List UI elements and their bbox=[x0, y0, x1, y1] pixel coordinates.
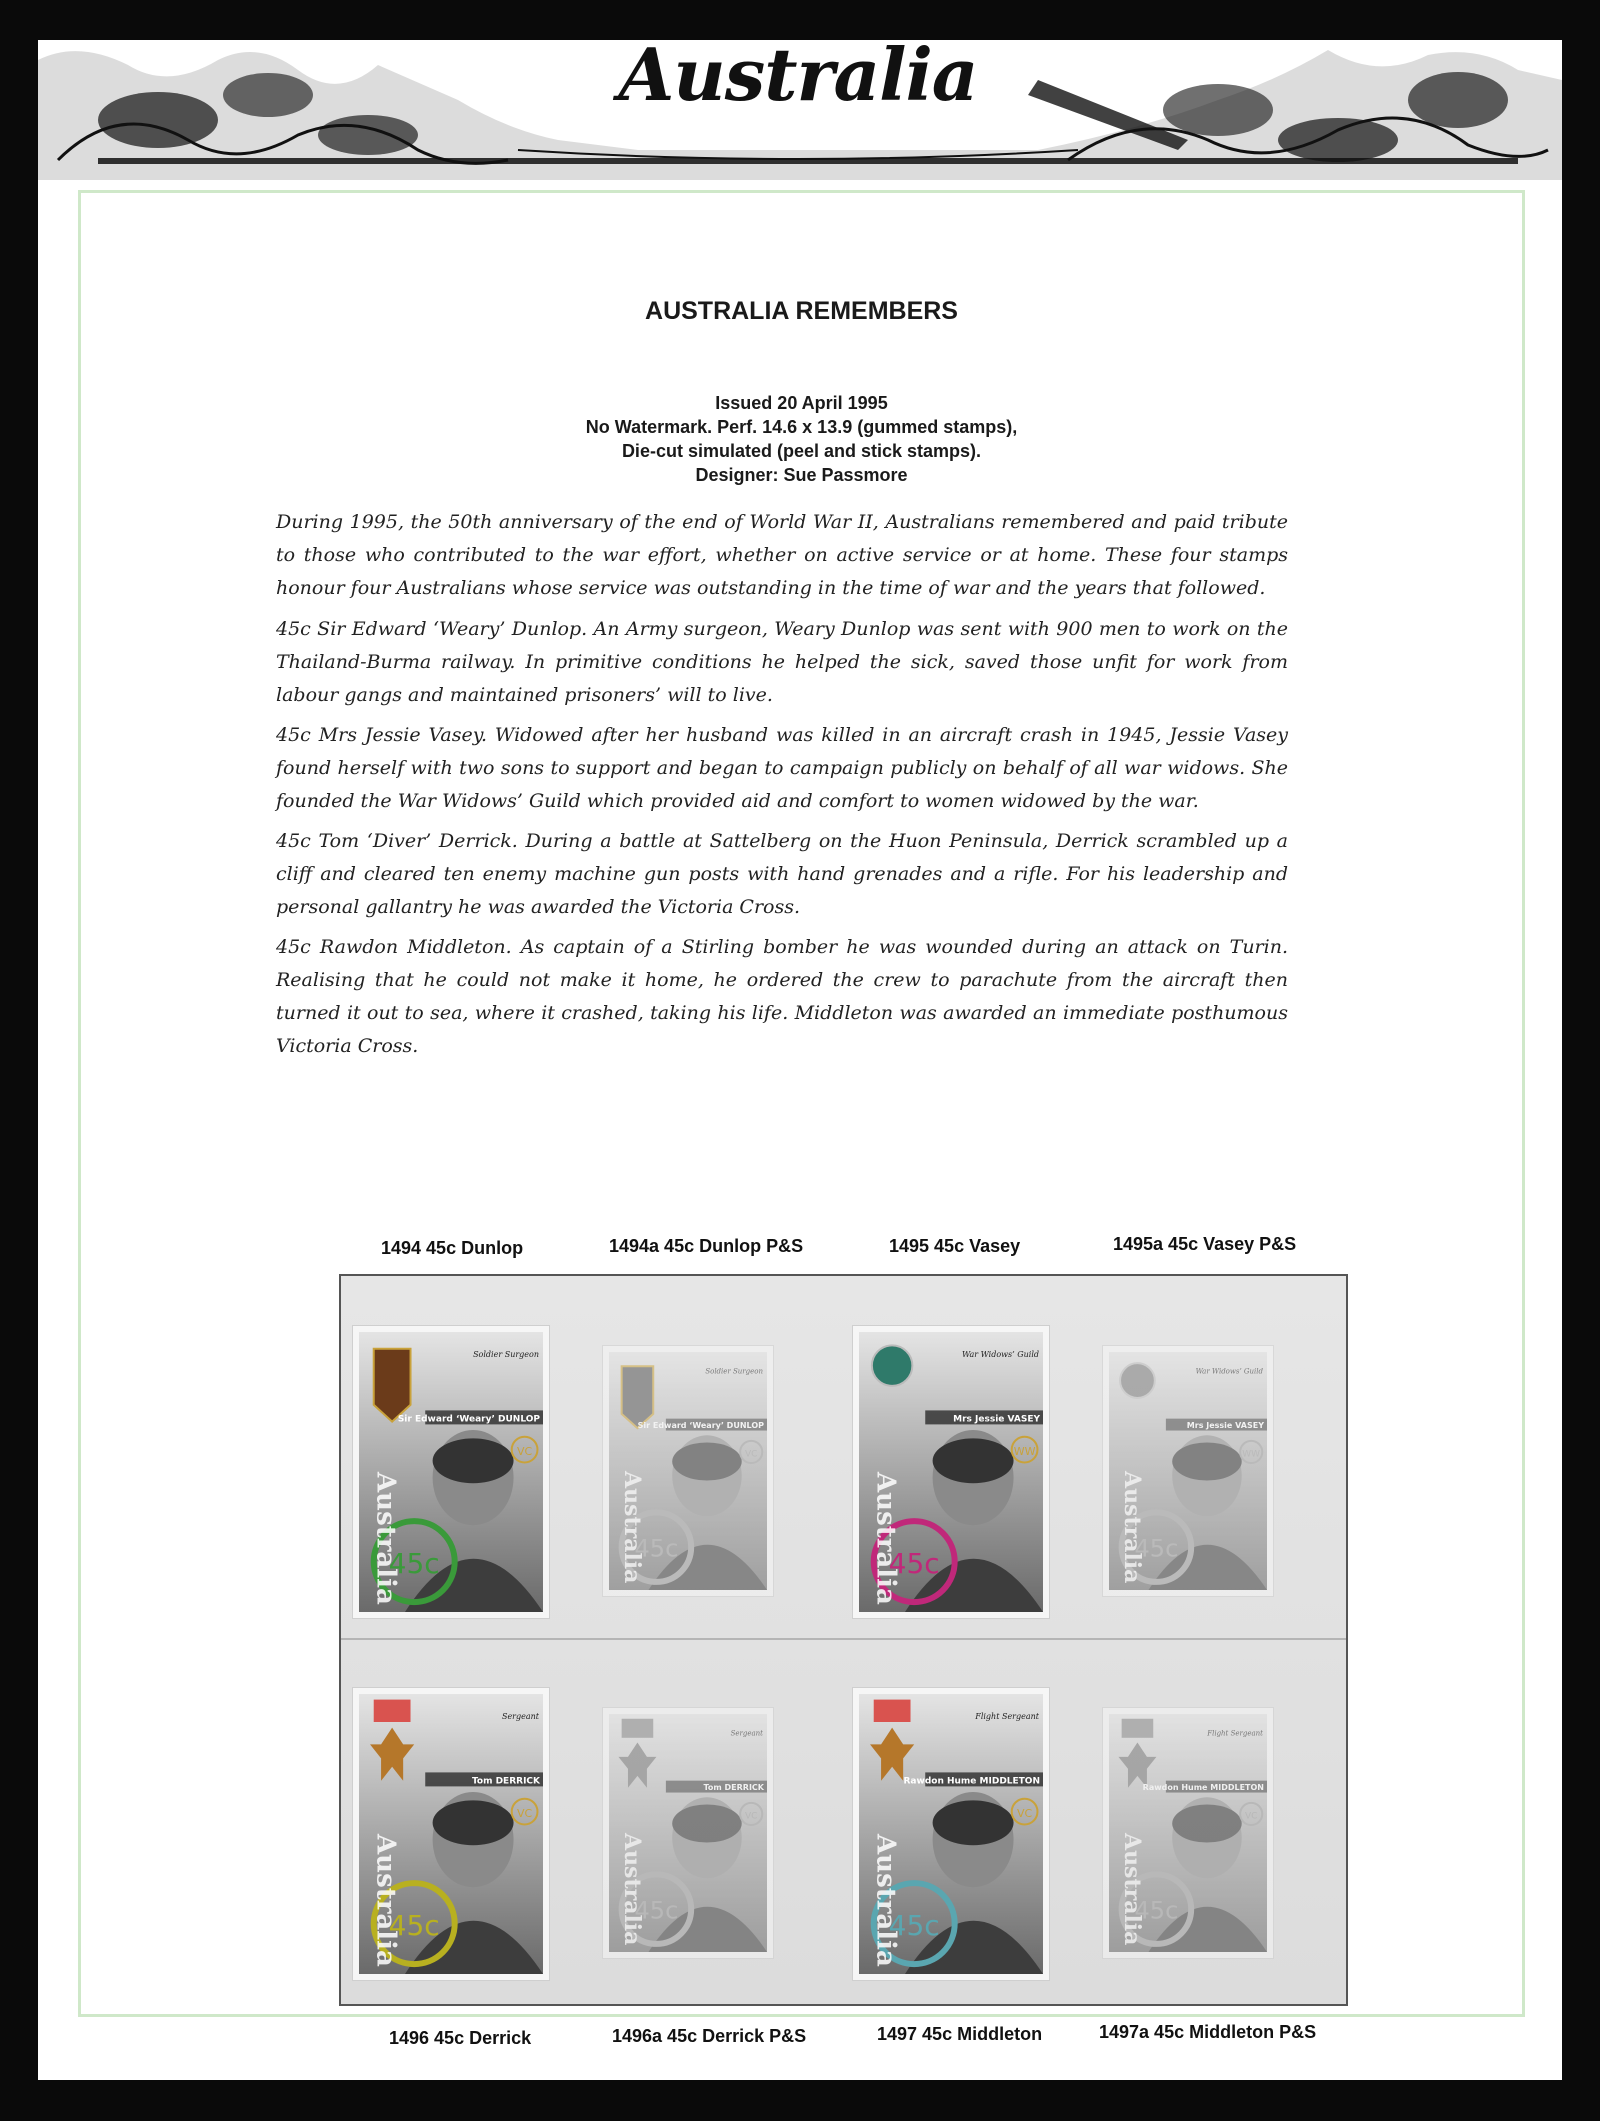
stamp-rank-text: War Widows’ Guild bbox=[961, 1350, 1039, 1360]
portrait-hair bbox=[933, 1800, 1014, 1845]
portrait-hair bbox=[1172, 1442, 1242, 1480]
stamp-rank-text: Soldier Surgeon bbox=[705, 1367, 763, 1376]
emblem-text: WW bbox=[1013, 1445, 1036, 1459]
gummed-stamp-1 bbox=[353, 1326, 549, 1618]
stamp-rank-text: Flight Sergeant bbox=[1207, 1729, 1263, 1738]
emblem-text: VC bbox=[744, 1449, 758, 1460]
stamp-value-text: 45c bbox=[388, 1546, 440, 1580]
stamp-value-text: 45c bbox=[1134, 1534, 1179, 1563]
caption-1496: 1496 45c Derrick bbox=[389, 2028, 532, 2048]
ribbon-icon bbox=[1122, 1719, 1154, 1738]
stamp-artwork bbox=[1109, 1352, 1267, 1590]
stamp-country-text: Australia bbox=[870, 1472, 901, 1605]
emblem-text: VC bbox=[744, 1811, 758, 1822]
derrick-paragraph: 45c Tom ‘Diver’ Derrick. During a battle at Sattelberg on the Huon Peninsula, Derrick scrambled up a cliff and cleared ten enemy machine gun posts with hand grenades and a rifle. For his leadership and personal gallantry he was awarded the Victoria Cross. bbox=[276, 830, 1288, 918]
peel-and-stick-stamp-8 bbox=[1103, 1708, 1273, 1958]
designer-info: Designer: Sue Passmore bbox=[695, 465, 908, 485]
portrait-hair bbox=[433, 1438, 514, 1483]
ribbon-icon bbox=[622, 1719, 654, 1738]
intro-paragraph: During 1995, the 50th anniversary of the end of World War II, Australians remembered and paid tribute to those who contributed to the war effort, whether on active service or at home. These four stamps honour four Australians whose service was outstanding in the time of war and the years that followed. bbox=[276, 511, 1288, 599]
stamp-value-text: 45c bbox=[1134, 1896, 1179, 1925]
stamp-artwork bbox=[359, 1694, 543, 1974]
caption-1494: 1494 45c Dunlop bbox=[381, 1238, 524, 1258]
stamp-rank-text: Flight Sergeant bbox=[975, 1712, 1039, 1722]
stamp-name-text: Mrs Jessie VASEY bbox=[1186, 1421, 1264, 1431]
portrait-hair bbox=[1172, 1804, 1242, 1842]
dunlop-paragraph: 45c Sir Edward ‘Weary’ Dunlop. An Army surgeon, Weary Dunlop was sent with 900 men to work on the Thailand-Burma railway. In primitive conditions he helped the sick, saved those unfit for work from labour gangs and maintained prisoners’ will to live. bbox=[276, 618, 1288, 706]
caption-1494a: 1494a 45c Dunlop P&S bbox=[609, 1236, 804, 1256]
content-frame bbox=[78, 190, 1525, 2048]
stamp-country-text: Australia bbox=[370, 1472, 401, 1605]
stamp-name-text: Sir Edward ‘Weary’ DUNLOP bbox=[637, 1421, 764, 1431]
ribbon-icon bbox=[874, 1700, 911, 1722]
stamp-artwork bbox=[609, 1352, 767, 1590]
perforation-info: No Watermark. Perf. 14.6 x 13.9 (gummed stamps), bbox=[585, 417, 1018, 437]
stamp-name-text: Sir Edward ‘Weary’ DUNLOP bbox=[397, 1414, 540, 1425]
stamp-country-text: Australia bbox=[618, 1833, 645, 1946]
stamp-country-text: Australia bbox=[1118, 1471, 1145, 1584]
stamp-rank-text: War Widows’ Guild bbox=[1195, 1367, 1263, 1376]
medal-icon bbox=[872, 1345, 912, 1385]
die-cut-info: Die-cut simulated (peel and stick stamps). bbox=[621, 441, 982, 461]
ribbon-icon bbox=[374, 1700, 411, 1722]
stamp-artwork bbox=[609, 1714, 767, 1952]
stamp-value-text: 45c bbox=[634, 1896, 679, 1925]
header-title: Australia bbox=[618, 40, 978, 117]
page-title: AUSTRALIA REMEMBERS bbox=[645, 297, 958, 325]
middleton-paragraph: 45c Rawdon Middleton. As captain of a Stirling bomber he was wounded during an attack on Turin. Realising that he could not make it home, he ordered the crew to parachute from the aircraft then turned it out to sea, where it crashed, taking his life. Middleton was awarded an immediate posthumous Victoria Cross. bbox=[276, 936, 1288, 1057]
stamp-country-text: Australia bbox=[618, 1471, 645, 1584]
emblem-text: WW bbox=[1242, 1449, 1261, 1460]
caption-1497a: 1497a 45c Middleton P&S bbox=[1099, 2022, 1317, 2042]
emblem-text: VC bbox=[516, 1445, 533, 1459]
caption-1496a: 1496a 45c Derrick P&S bbox=[612, 2026, 807, 2046]
gummed-stamp-3 bbox=[853, 1326, 1049, 1618]
album-page bbox=[38, 40, 1562, 2080]
stamp-artwork bbox=[359, 1332, 543, 1612]
portrait-hair bbox=[672, 1442, 742, 1480]
peel-and-stick-stamp-2 bbox=[603, 1346, 773, 1596]
stamp-country-text: Australia bbox=[1118, 1833, 1145, 1946]
caption-1497: 1497 45c Middleton bbox=[877, 2024, 1043, 2044]
stamp-name-text: Mrs Jessie VASEY bbox=[953, 1414, 1040, 1425]
stamp-mount bbox=[339, 1274, 1348, 2006]
header-banner bbox=[38, 40, 1562, 180]
stamp-artwork bbox=[859, 1332, 1043, 1612]
portrait-hair bbox=[433, 1800, 514, 1845]
stamp-name-text: Rawdon Hume MIDDLETON bbox=[1142, 1783, 1264, 1793]
stamp-rank-text: Sergeant bbox=[730, 1729, 763, 1738]
medal-icon bbox=[1120, 1363, 1155, 1398]
stamp-rank-text: Sergeant bbox=[501, 1712, 539, 1722]
emblem-text: VC bbox=[1016, 1807, 1033, 1821]
peel-and-stick-stamp-6 bbox=[603, 1708, 773, 1958]
stamp-name-text: Rawdon Hume MIDDLETON bbox=[903, 1776, 1040, 1787]
caption-1495: 1495 45c Vasey bbox=[889, 1236, 1021, 1256]
peel-and-stick-stamp-4 bbox=[1103, 1346, 1273, 1596]
gummed-stamp-7 bbox=[853, 1688, 1049, 1980]
stamp-rank-text: Soldier Surgeon bbox=[473, 1350, 539, 1360]
stamp-name-text: Tom DERRICK bbox=[471, 1776, 540, 1787]
caption-1495a: 1495a 45c Vasey P&S bbox=[1113, 1234, 1297, 1254]
emblem-text: VC bbox=[516, 1807, 533, 1821]
stamp-country-text: Australia bbox=[370, 1834, 401, 1967]
stamp-artwork bbox=[859, 1694, 1043, 1974]
stamp-value-text: 45c bbox=[888, 1546, 940, 1580]
vasey-paragraph: 45c Mrs Jessie Vasey. Widowed after her husband was killed in an aircraft crash in 1945, Jessie Vasey found herself with two sons to support and began to campaign publicly on behalf of all war widows. She founded the War Widows’ Guild which provided aid and comfort to women widowed by the war. bbox=[276, 724, 1288, 812]
stamp-country-text: Australia bbox=[870, 1834, 901, 1967]
portrait-hair bbox=[933, 1438, 1014, 1483]
mount-divider bbox=[341, 1638, 1346, 1640]
portrait-hair bbox=[672, 1804, 742, 1842]
stamp-value-text: 45c bbox=[888, 1908, 940, 1942]
stamp-value-text: 45c bbox=[634, 1534, 679, 1563]
issue-date: Issued 20 April 1995 bbox=[715, 393, 888, 413]
crest-icon bbox=[374, 1349, 411, 1422]
crest-icon bbox=[622, 1366, 654, 1428]
stamp-name-text: Tom DERRICK bbox=[703, 1783, 764, 1793]
stamp-value-text: 45c bbox=[388, 1908, 440, 1942]
stamp-artwork bbox=[1109, 1714, 1267, 1952]
emblem-text: VC bbox=[1244, 1811, 1258, 1822]
gummed-stamp-5 bbox=[353, 1688, 549, 1980]
